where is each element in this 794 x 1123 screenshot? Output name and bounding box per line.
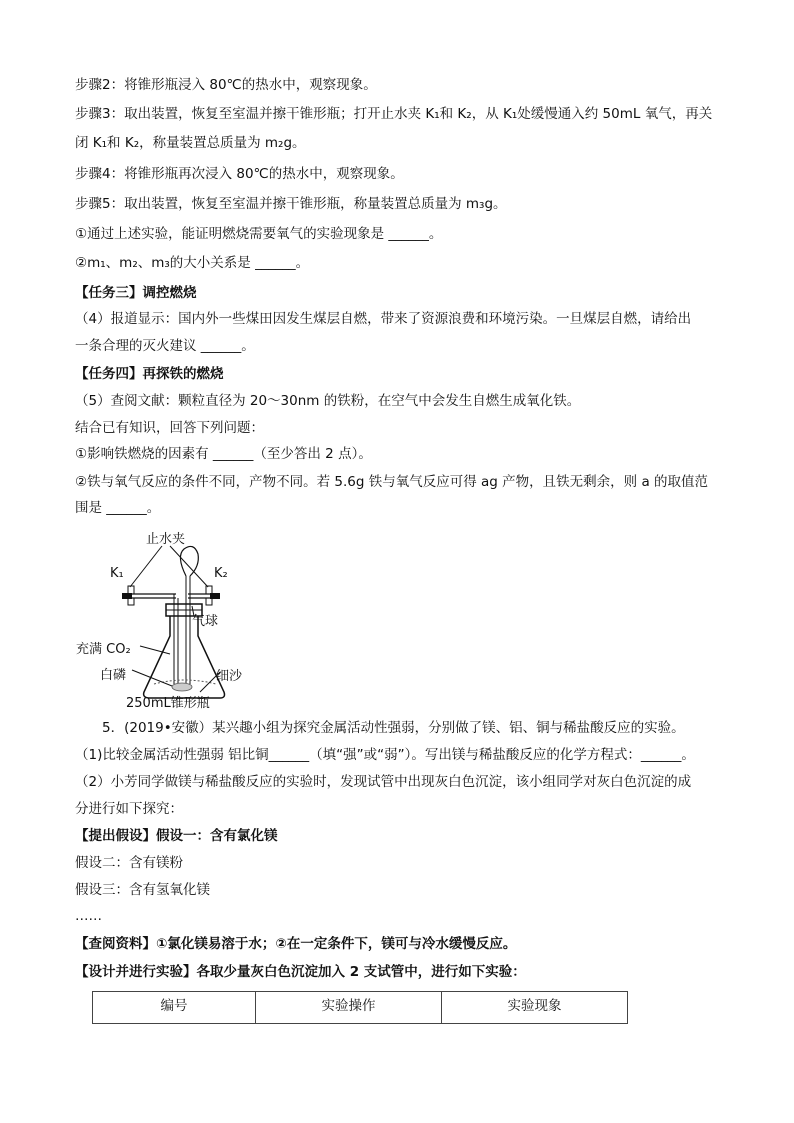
text-line: （1)比较金属活动性强弱 铝比铜______（填“强”或“弱”）。写出镁与稀盐酸反应的化学方程式：______。 xyxy=(75,747,695,763)
experiment-table xyxy=(92,991,628,1024)
text-line: （5）查阅文献：颗粒直径为 20～30nm 的铁粉，在空气中会发生自燃生成氧化铁。 xyxy=(75,393,581,409)
phosphorus-label: 白磷 xyxy=(100,668,127,683)
k1-label: K₁ xyxy=(110,566,124,581)
text-line: （2）小芳同学做镁与稀盐酸反应的实验时，发现试管中出现灰白色沉淀，该小组同学对灰白色沉淀的成 xyxy=(75,774,692,790)
table-header-cell: 实验操作 xyxy=(256,992,442,1024)
text-line: 结合已有知识，回答下列问题： xyxy=(75,420,264,436)
flask-diagram xyxy=(70,524,270,714)
co2-label: 充满 CO₂ xyxy=(76,642,131,657)
text-line: 步骤5：取出装置，恢复至室温并擦干锥形瓶，称量装置总质量为 m₃g。 xyxy=(75,196,507,212)
table-header-cell: 实验现象 xyxy=(442,992,628,1024)
text-line: 5．(2019•安徽）某兴趣小组为探究金属活动性强弱，分别做了镁、铝、铜与稀盐酸反应的实验。 xyxy=(75,720,685,736)
text-line: ①影响铁燃烧的因素有 ______（至少答出 2 点）。 xyxy=(75,446,372,462)
text-line: …… xyxy=(75,908,102,924)
text-line: 围是 ______。 xyxy=(75,500,161,516)
text-line: ②m₁、m₂、m₃的大小关系是 ______。 xyxy=(75,255,310,271)
text-line: 假设二：含有镁粉 xyxy=(75,855,183,871)
text-line: 【提出假设】假设一：含有氯化镁 xyxy=(75,828,278,844)
apparatus-figure xyxy=(70,524,270,714)
text-line: ②铁与氧气反应的条件不同，产物不同。若 5.6g 铁与氧气反应可得 ag 产物，且铁无剩余，则 a 的取值范 xyxy=(75,474,709,490)
k2-label: K₂ xyxy=(214,566,228,581)
text-line: 一条合理的灭火建议 ______。 xyxy=(75,338,255,354)
table-header-row xyxy=(93,992,628,1024)
text-line: ①通过上述实验，能证明燃烧需要氧气的实验现象是 ______。 xyxy=(75,226,443,242)
text-line: （4）报道显示：国内外一些煤田因发生煤层自燃，带来了资源浪费和环境污染。一旦煤层自燃，请给出 xyxy=(75,311,692,327)
text-line: 步骤2：将锥形瓶浸入 80℃的热水中，观察现象。 xyxy=(75,77,377,93)
text-line: 分进行如下探究： xyxy=(75,801,183,817)
section-heading: 【任务四】再探铁的燃烧 xyxy=(75,366,224,382)
text-line: 闭 K₁和 K₂，称量装置总质量为 m₂g。 xyxy=(75,135,306,151)
section-heading: 【任务三】调控燃烧 xyxy=(75,285,197,301)
text-line: 【设计并进行实验】各取少量灰白色沉淀加入 2 支试管中，进行如下实验： xyxy=(75,964,526,980)
text-line: 步骤3：取出装置，恢复至室温并擦干锥形瓶；打开止水夹 K₁和 K₂，从 K₁处缓慢通入约 50mL 氧气，再关 xyxy=(75,106,713,122)
text-line: 步骤4：将锥形瓶再次浸入 80℃的热水中，观察现象。 xyxy=(75,166,404,182)
text-line: 【查阅资料】①氯化镁易溶于水；②在一定条件下，镁可与冷水缓慢反应。 xyxy=(75,936,517,952)
table-header-cell: 编号 xyxy=(93,992,256,1024)
balloon-label: 气球 xyxy=(192,614,219,629)
text-line: 假设三：含有氢氧化镁 xyxy=(75,882,210,898)
sand-label: 细沙 xyxy=(216,669,243,684)
flask-label: 250mL锥形瓶 xyxy=(126,696,210,711)
clamp-label: 止水夹 xyxy=(146,532,186,547)
